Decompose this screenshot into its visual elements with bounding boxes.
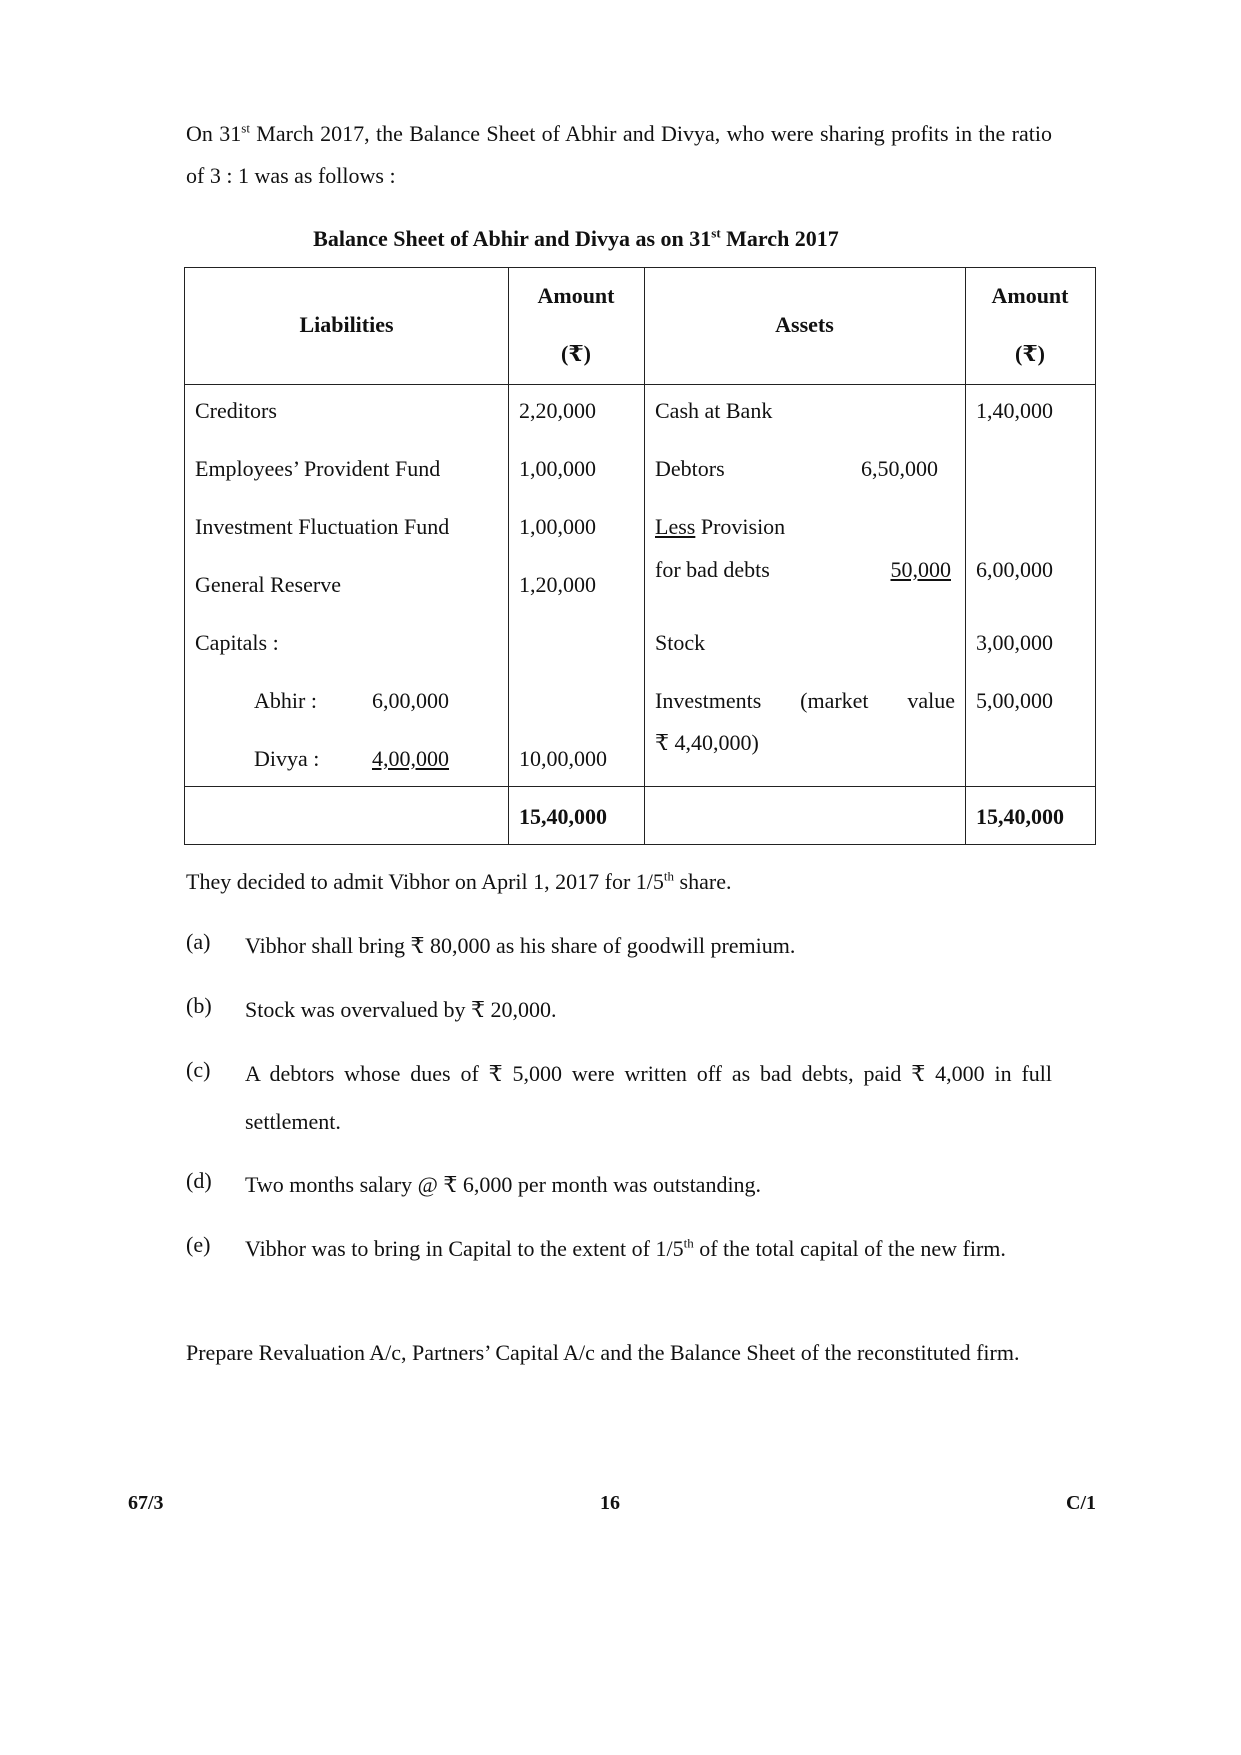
amount-iff: 1,00,000 [519,514,596,539]
asset-investments-market-value: ₹ 4,40,000) [655,730,759,755]
asset-less-provision: Less Provision [655,514,786,539]
intro-paragraph: On 31st March 2017, the Balance Sheet of Abhir and Divya, who were sharing profits in the ratio of 3 : 1 was as follows : [186,120,1053,188]
liability-creditors: Creditors [195,398,277,423]
liability-capitals: Capitals : [195,630,279,655]
debtors-gross-amount: 6,50,000 [861,456,938,481]
footer-set-code: C/1 [1066,1492,1096,1514]
item-d-label: (d) [186,1168,212,1193]
balance-sheet-table [184,267,1096,845]
capital-abhir-amount: 6,00,000 [372,688,449,713]
item-a-text: Vibhor shall bring ₹ 80,000 as his share of goodwill premium. [245,933,796,958]
assets-total: 15,40,000 [976,804,1064,829]
amount-creditors: 2,20,000 [519,398,596,423]
asset-debtors: Debtors [655,456,725,481]
item-a-label: (a) [186,929,211,954]
footer-page-number: 16 [600,1492,620,1514]
header-amount-assets: Amount [991,283,1069,308]
instruction-paragraph: Prepare Revaluation A/c, Partners’ Capital A/c and the Balance Sheet of the reconstituted firm. [186,1340,1020,1365]
amount-epf: 1,00,000 [519,456,596,481]
header-rupee-liabilities: (₹) [561,341,591,366]
item-e-label: (e) [186,1232,211,1257]
amount-capitals-total: 10,00,000 [519,746,607,771]
liabilities-total: 15,40,000 [519,804,607,829]
item-b-label: (b) [186,993,212,1018]
header-amount-liabilities: Amount [537,283,615,308]
item-c-text: A debtors whose dues of ₹ 5,000 were written off as bad debts, paid ₹ 4,000 in full settlement. [245,1061,1052,1134]
header-assets: Assets [775,312,834,337]
table-title: Balance Sheet of Abhir and Divya as on 31st March 2017 [313,225,839,251]
capital-abhir-label: Abhir : [254,688,317,713]
item-d-text: Two months salary @ ₹ 6,000 per month was outstanding. [245,1172,762,1197]
liability-general-reserve: General Reserve [195,572,341,597]
provision-amount: 50,000 [890,557,951,582]
amount-cash-at-bank: 1,40,000 [976,398,1053,423]
admission-sentence: They decided to admit Vibhor on April 1, 2017 for 1/5th share. [186,868,732,894]
footer-paper-code: 67/3 [128,1492,164,1514]
amount-investments: 5,00,000 [976,688,1053,713]
item-b-text: Stock was overvalued by ₹ 20,000. [245,997,557,1022]
capital-divya-amount: 4,00,000 [372,746,449,771]
item-c-label: (c) [186,1057,211,1082]
asset-for-bad-debts: for bad debts [655,557,770,582]
item-e-text: Vibhor was to bring in Capital to the extent of 1/5th of the total capital of the new firm. [245,1235,1006,1261]
asset-investments: Investments (market value [655,688,955,713]
liability-iff: Investment Fluctuation Fund [195,514,450,539]
header-liabilities: Liabilities [299,312,394,337]
amount-debtors-net: 6,00,000 [976,557,1053,582]
liability-epf: Employees’ Provident Fund [195,456,441,481]
asset-cash-at-bank: Cash at Bank [655,398,773,423]
capital-divya-label: Divya : [254,746,320,771]
header-rupee-assets: (₹) [1015,341,1045,366]
amount-stock: 3,00,000 [976,630,1053,655]
asset-stock: Stock [655,630,706,655]
amount-general-reserve: 1,20,000 [519,572,596,597]
